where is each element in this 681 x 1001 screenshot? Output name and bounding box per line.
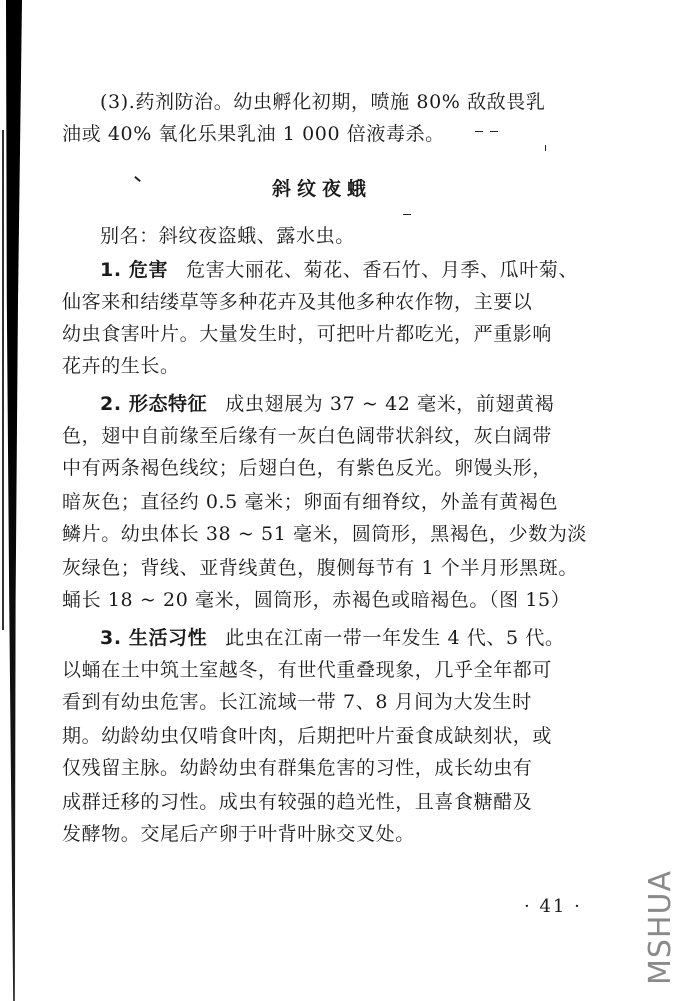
scan-speck (545, 145, 546, 151)
scan-speck (403, 214, 411, 215)
morphology-line-2: 色，翅中自前缘至后缘有一灰白色阔带状斜纹，灰白阔带 (62, 425, 553, 447)
scan-speck (490, 131, 498, 132)
morphology-line-6: 灰绿色；背线、亚背线黄色，腹侧每节有 1 个半月形黑斑。 (62, 557, 578, 579)
harm-line-1 (100, 258, 578, 282)
section-title: 斜纹夜蛾 (272, 178, 373, 200)
morphology-line-7: 蛹长 18 ~ 20 毫米，圆筒形，赤褐色或暗褐色。（图 15） (62, 589, 571, 611)
habits-line-6: 成群迁移的习性。成虫有较强的趋光性，且喜食糖醋及 (62, 791, 533, 813)
habits-line-7: 发酵物。交尾后产卵于叶背叶脉交叉处。 (62, 823, 415, 845)
control-line-2: 油或 40% 氧化乐果乳油 1 000 倍液毒杀。 (62, 123, 445, 145)
page-edge-line (2, 130, 4, 630)
harm-line-3: 幼虫食害叶片。大量发生时，可把叶片都吃光，严重影响 (62, 323, 553, 345)
morphology-line-3: 中有两条褐色线纹；后翅白色，有紫色反光。卵馒头形， (62, 457, 553, 479)
habits-text-1: 此虫在江南一带一年发生 4 代、5 代。 (225, 627, 565, 649)
harm-line-2: 仙客来和结缕草等多种花卉及其他多种农作物，主要以 (62, 291, 533, 313)
harm-label: 1. 危害 (100, 259, 169, 281)
book-binding-shadow (6, 0, 22, 1001)
habits-label: 3. 生活习性 (100, 627, 208, 649)
habits-line-5: 仅残留主脉。幼龄幼虫有群集危害的习性，成长幼虫有 (62, 757, 533, 779)
control-line-1: (3).药剂防治。幼虫孵化初期，喷施 80% 敌敌畏乳 (100, 91, 546, 113)
watermark: MSHUA (643, 870, 678, 985)
morphology-label: 2. 形态特征 (100, 393, 208, 415)
morphology-line-4: 暗灰色；直径约 0.5 毫米；卵面有细脊纹，外盖有黄褐色 (62, 491, 559, 513)
page-number: · 41 · (524, 896, 582, 917)
harm-line-4: 花卉的生长。 (62, 355, 180, 377)
alias-line: 别名：斜纹夜盗蛾、露水虫。 (100, 225, 355, 247)
habits-line-3: 看到有幼虫危害。长江流域一带 7、8 月间为大发生时 (62, 691, 532, 713)
morphology-line-1 (100, 392, 554, 416)
morphology-text-1: 成虫翅展为 37 ~ 42 毫米，前翅黄褐 (225, 393, 555, 415)
habits-line-1 (100, 626, 565, 650)
morphology-line-5: 鳞片。幼虫体长 38 ~ 51 毫米，圆筒形，黑褐色，少数为淡 (62, 523, 588, 545)
scan-speck (134, 176, 141, 182)
scan-speck (475, 131, 483, 132)
habits-line-4: 期。幼龄幼虫仅啃食叶肉，后期把叶片蚕食成缺刻状，或 (62, 725, 553, 747)
harm-text-1: 危害大丽花、菊花、香石竹、月季、瓜叶菊、 (186, 259, 579, 281)
habits-line-2: 以蛹在土中筑土室越冬，有世代重叠现象，几乎全年都可 (62, 659, 553, 681)
